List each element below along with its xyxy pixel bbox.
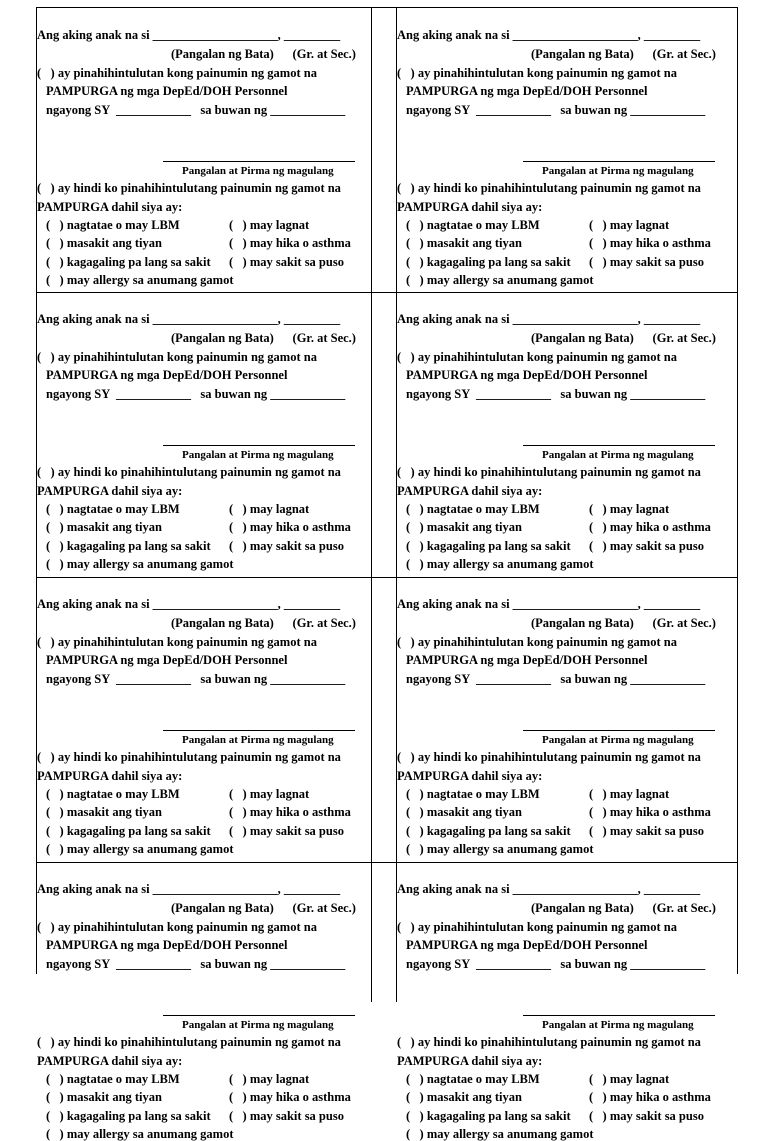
not-allow-line: ( ) ay hindi ko pinahihintulutang painumin ng gamot na xyxy=(37,1035,341,1049)
option-fever: ( ) may lagnat xyxy=(589,502,670,516)
reason-line: PAMPURGA dahil siya ay: xyxy=(37,769,183,783)
option-asthma: ( ) may hika o asthma xyxy=(229,1090,351,1104)
child-name-line: Ang aking anak na si ____________________, _________ xyxy=(397,312,701,326)
reason-line: PAMPURGA dahil siya ay: xyxy=(37,484,183,498)
not-allow-line: ( ) ay hindi ko pinahihintulutang painumin ng gamot na xyxy=(397,1035,701,1049)
signature-line xyxy=(523,1015,715,1016)
consent-slip xyxy=(397,577,733,862)
option-asthma: ( ) may hika o asthma xyxy=(229,520,351,534)
consent-slip xyxy=(37,577,373,862)
allow-line: ( ) ay pinahihintulutan kong painumin ng gamot na xyxy=(397,350,677,364)
school-year-line: ngayong SY ____________ sa buwan ng ____________ xyxy=(46,957,346,971)
pampurga-line: PAMPURGA ng mga DepEd/DOH Personnel xyxy=(46,938,288,952)
option-fever: ( ) may lagnat xyxy=(589,1072,670,1086)
option-allergy: ( ) may allergy sa anumang gamot xyxy=(406,842,594,856)
school-year-line: ngayong SY ____________ sa buwan ng ____________ xyxy=(406,103,706,117)
option-allergy: ( ) may allergy sa anumang gamot xyxy=(46,842,234,856)
option-heart: ( ) may sakit sa puso xyxy=(589,824,704,838)
consent-slip xyxy=(397,292,733,577)
signature-line xyxy=(523,730,715,731)
option-allergy: ( ) may allergy sa anumang gamot xyxy=(46,1127,234,1141)
name-labels-line: (Pangalan ng Bata) (Gr. at Sec.) xyxy=(171,47,356,61)
option-stomach: ( ) masakit ang tiyan xyxy=(46,520,162,534)
option-stomach: ( ) masakit ang tiyan xyxy=(46,236,162,250)
allow-line: ( ) ay pinahihintulutan kong painumin ng gamot na xyxy=(37,635,317,649)
child-name-line: Ang aking anak na si ____________________, _________ xyxy=(37,882,341,896)
consent-form-page xyxy=(36,7,738,1141)
consent-slip xyxy=(37,862,373,1141)
name-labels-line: (Pangalan ng Bata) (Gr. at Sec.) xyxy=(531,901,716,915)
reason-line: PAMPURGA dahil siya ay: xyxy=(397,200,543,214)
option-lbm: ( ) nagtatae o may LBM xyxy=(46,502,180,516)
option-heart: ( ) may sakit sa puso xyxy=(229,1109,344,1123)
option-stomach: ( ) masakit ang tiyan xyxy=(46,1090,162,1104)
child-name-line: Ang aking anak na si ____________________, _________ xyxy=(37,597,341,611)
option-stomach: ( ) masakit ang tiyan xyxy=(406,520,522,534)
not-allow-line: ( ) ay hindi ko pinahihintulutang painumin ng gamot na xyxy=(37,750,341,764)
option-asthma: ( ) may hika o asthma xyxy=(589,236,711,250)
option-fever: ( ) may lagnat xyxy=(229,1072,310,1086)
option-allergy: ( ) may allergy sa anumang gamot xyxy=(406,1127,594,1141)
not-allow-line: ( ) ay hindi ko pinahihintulutang painumin ng gamot na xyxy=(397,465,701,479)
option-allergy: ( ) may allergy sa anumang gamot xyxy=(406,273,594,287)
option-heart: ( ) may sakit sa puso xyxy=(589,255,704,269)
pampurga-line: PAMPURGA ng mga DepEd/DOH Personnel xyxy=(46,653,288,667)
consent-slip xyxy=(37,292,373,577)
not-allow-line: ( ) ay hindi ko pinahihintulutang painumin ng gamot na xyxy=(37,181,341,195)
child-name-line: Ang aking anak na si ____________________, _________ xyxy=(397,28,701,42)
pampurga-line: PAMPURGA ng mga DepEd/DOH Personnel xyxy=(46,368,288,382)
signature-label: Pangalan at Pirma ng magulang xyxy=(182,1019,334,1031)
option-fever: ( ) may lagnat xyxy=(589,787,670,801)
option-recovering: ( ) kagagaling pa lang sa sakit xyxy=(46,539,211,553)
option-allergy: ( ) may allergy sa anumang gamot xyxy=(46,557,234,571)
allow-line: ( ) ay pinahihintulutan kong painumin ng gamot na xyxy=(397,635,677,649)
name-labels-line: (Pangalan ng Bata) (Gr. at Sec.) xyxy=(531,331,716,345)
signature-label: Pangalan at Pirma ng magulang xyxy=(542,1019,694,1031)
option-recovering: ( ) kagagaling pa lang sa sakit xyxy=(46,824,211,838)
row-divider xyxy=(37,862,737,863)
pampurga-line: PAMPURGA ng mga DepEd/DOH Personnel xyxy=(406,653,648,667)
child-name-line: Ang aking anak na si ____________________, _________ xyxy=(397,882,701,896)
school-year-line: ngayong SY ____________ sa buwan ng ____________ xyxy=(46,672,346,686)
form-row xyxy=(37,8,737,292)
option-lbm: ( ) nagtatae o may LBM xyxy=(46,1072,180,1086)
option-recovering: ( ) kagagaling pa lang sa sakit xyxy=(46,1109,211,1123)
not-allow-line: ( ) ay hindi ko pinahihintulutang painumin ng gamot na xyxy=(37,465,341,479)
option-lbm: ( ) nagtatae o may LBM xyxy=(406,1072,540,1086)
name-labels-line: (Pangalan ng Bata) (Gr. at Sec.) xyxy=(171,901,356,915)
row-divider xyxy=(37,577,737,578)
form-row xyxy=(37,292,737,577)
option-asthma: ( ) may hika o asthma xyxy=(589,1090,711,1104)
signature-line xyxy=(163,161,355,162)
reason-line: PAMPURGA dahil siya ay: xyxy=(37,1054,183,1068)
option-asthma: ( ) may hika o asthma xyxy=(589,805,711,819)
school-year-line: ngayong SY ____________ sa buwan ng ____________ xyxy=(46,387,346,401)
option-fever: ( ) may lagnat xyxy=(229,502,310,516)
school-year-line: ngayong SY ____________ sa buwan ng ____________ xyxy=(406,957,706,971)
allow-line: ( ) ay pinahihintulutan kong painumin ng gamot na xyxy=(37,350,317,364)
name-labels-line: (Pangalan ng Bata) (Gr. at Sec.) xyxy=(171,616,356,630)
option-stomach: ( ) masakit ang tiyan xyxy=(406,805,522,819)
child-name-line: Ang aking anak na si ____________________, _________ xyxy=(397,597,701,611)
allow-line: ( ) ay pinahihintulutan kong painumin ng gamot na xyxy=(397,66,677,80)
option-lbm: ( ) nagtatae o may LBM xyxy=(406,218,540,232)
signature-label: Pangalan at Pirma ng magulang xyxy=(542,165,694,177)
name-labels-line: (Pangalan ng Bata) (Gr. at Sec.) xyxy=(171,331,356,345)
pampurga-line: PAMPURGA ng mga DepEd/DOH Personnel xyxy=(406,938,648,952)
option-stomach: ( ) masakit ang tiyan xyxy=(406,236,522,250)
reason-line: PAMPURGA dahil siya ay: xyxy=(397,769,543,783)
option-recovering: ( ) kagagaling pa lang sa sakit xyxy=(406,255,571,269)
option-asthma: ( ) may hika o asthma xyxy=(589,520,711,534)
signature-line xyxy=(163,730,355,731)
option-heart: ( ) may sakit sa puso xyxy=(229,824,344,838)
allow-line: ( ) ay pinahihintulutan kong painumin ng gamot na xyxy=(397,920,677,934)
form-row xyxy=(37,577,737,862)
signature-line xyxy=(523,445,715,446)
option-asthma: ( ) may hika o asthma xyxy=(229,236,351,250)
pampurga-line: PAMPURGA ng mga DepEd/DOH Personnel xyxy=(406,84,648,98)
pampurga-line: PAMPURGA ng mga DepEd/DOH Personnel xyxy=(46,84,288,98)
consent-slip xyxy=(397,8,733,292)
signature-line xyxy=(163,1015,355,1016)
name-labels-line: (Pangalan ng Bata) (Gr. at Sec.) xyxy=(531,616,716,630)
allow-line: ( ) ay pinahihintulutan kong painumin ng gamot na xyxy=(37,920,317,934)
signature-label: Pangalan at Pirma ng magulang xyxy=(542,734,694,746)
option-stomach: ( ) masakit ang tiyan xyxy=(46,805,162,819)
reason-line: PAMPURGA dahil siya ay: xyxy=(37,200,183,214)
option-heart: ( ) may sakit sa puso xyxy=(229,255,344,269)
signature-line xyxy=(523,161,715,162)
signature-line xyxy=(163,445,355,446)
pampurga-line: PAMPURGA ng mga DepEd/DOH Personnel xyxy=(406,368,648,382)
allow-line: ( ) ay pinahihintulutan kong painumin ng gamot na xyxy=(37,66,317,80)
reason-line: PAMPURGA dahil siya ay: xyxy=(397,1054,543,1068)
option-recovering: ( ) kagagaling pa lang sa sakit xyxy=(406,824,571,838)
option-lbm: ( ) nagtatae o may LBM xyxy=(46,787,180,801)
option-lbm: ( ) nagtatae o may LBM xyxy=(46,218,180,232)
option-lbm: ( ) nagtatae o may LBM xyxy=(406,502,540,516)
option-stomach: ( ) masakit ang tiyan xyxy=(406,1090,522,1104)
name-labels-line: (Pangalan ng Bata) (Gr. at Sec.) xyxy=(531,47,716,61)
option-recovering: ( ) kagagaling pa lang sa sakit xyxy=(406,539,571,553)
child-name-line: Ang aking anak na si ____________________, _________ xyxy=(37,28,341,42)
child-name-line: Ang aking anak na si ____________________, _________ xyxy=(37,312,341,326)
reason-line: PAMPURGA dahil siya ay: xyxy=(397,484,543,498)
school-year-line: ngayong SY ____________ sa buwan ng ____________ xyxy=(406,672,706,686)
option-asthma: ( ) may hika o asthma xyxy=(229,805,351,819)
option-heart: ( ) may sakit sa puso xyxy=(229,539,344,553)
option-allergy: ( ) may allergy sa anumang gamot xyxy=(406,557,594,571)
consent-slip xyxy=(37,8,373,292)
option-lbm: ( ) nagtatae o may LBM xyxy=(406,787,540,801)
consent-slip xyxy=(397,862,733,1141)
signature-label: Pangalan at Pirma ng magulang xyxy=(182,165,334,177)
option-fever: ( ) may lagnat xyxy=(589,218,670,232)
row-divider xyxy=(37,292,737,293)
option-heart: ( ) may sakit sa puso xyxy=(589,1109,704,1123)
school-year-line: ngayong SY ____________ sa buwan ng ____________ xyxy=(406,387,706,401)
option-fever: ( ) may lagnat xyxy=(229,787,310,801)
signature-label: Pangalan at Pirma ng magulang xyxy=(182,449,334,461)
form-row xyxy=(37,862,737,1141)
option-heart: ( ) may sakit sa puso xyxy=(589,539,704,553)
option-fever: ( ) may lagnat xyxy=(229,218,310,232)
option-allergy: ( ) may allergy sa anumang gamot xyxy=(46,273,234,287)
not-allow-line: ( ) ay hindi ko pinahihintulutang painumin ng gamot na xyxy=(397,750,701,764)
signature-label: Pangalan at Pirma ng magulang xyxy=(182,734,334,746)
not-allow-line: ( ) ay hindi ko pinahihintulutang painumin ng gamot na xyxy=(397,181,701,195)
signature-label: Pangalan at Pirma ng magulang xyxy=(542,449,694,461)
option-recovering: ( ) kagagaling pa lang sa sakit xyxy=(46,255,211,269)
option-recovering: ( ) kagagaling pa lang sa sakit xyxy=(406,1109,571,1123)
school-year-line: ngayong SY ____________ sa buwan ng ____________ xyxy=(46,103,346,117)
